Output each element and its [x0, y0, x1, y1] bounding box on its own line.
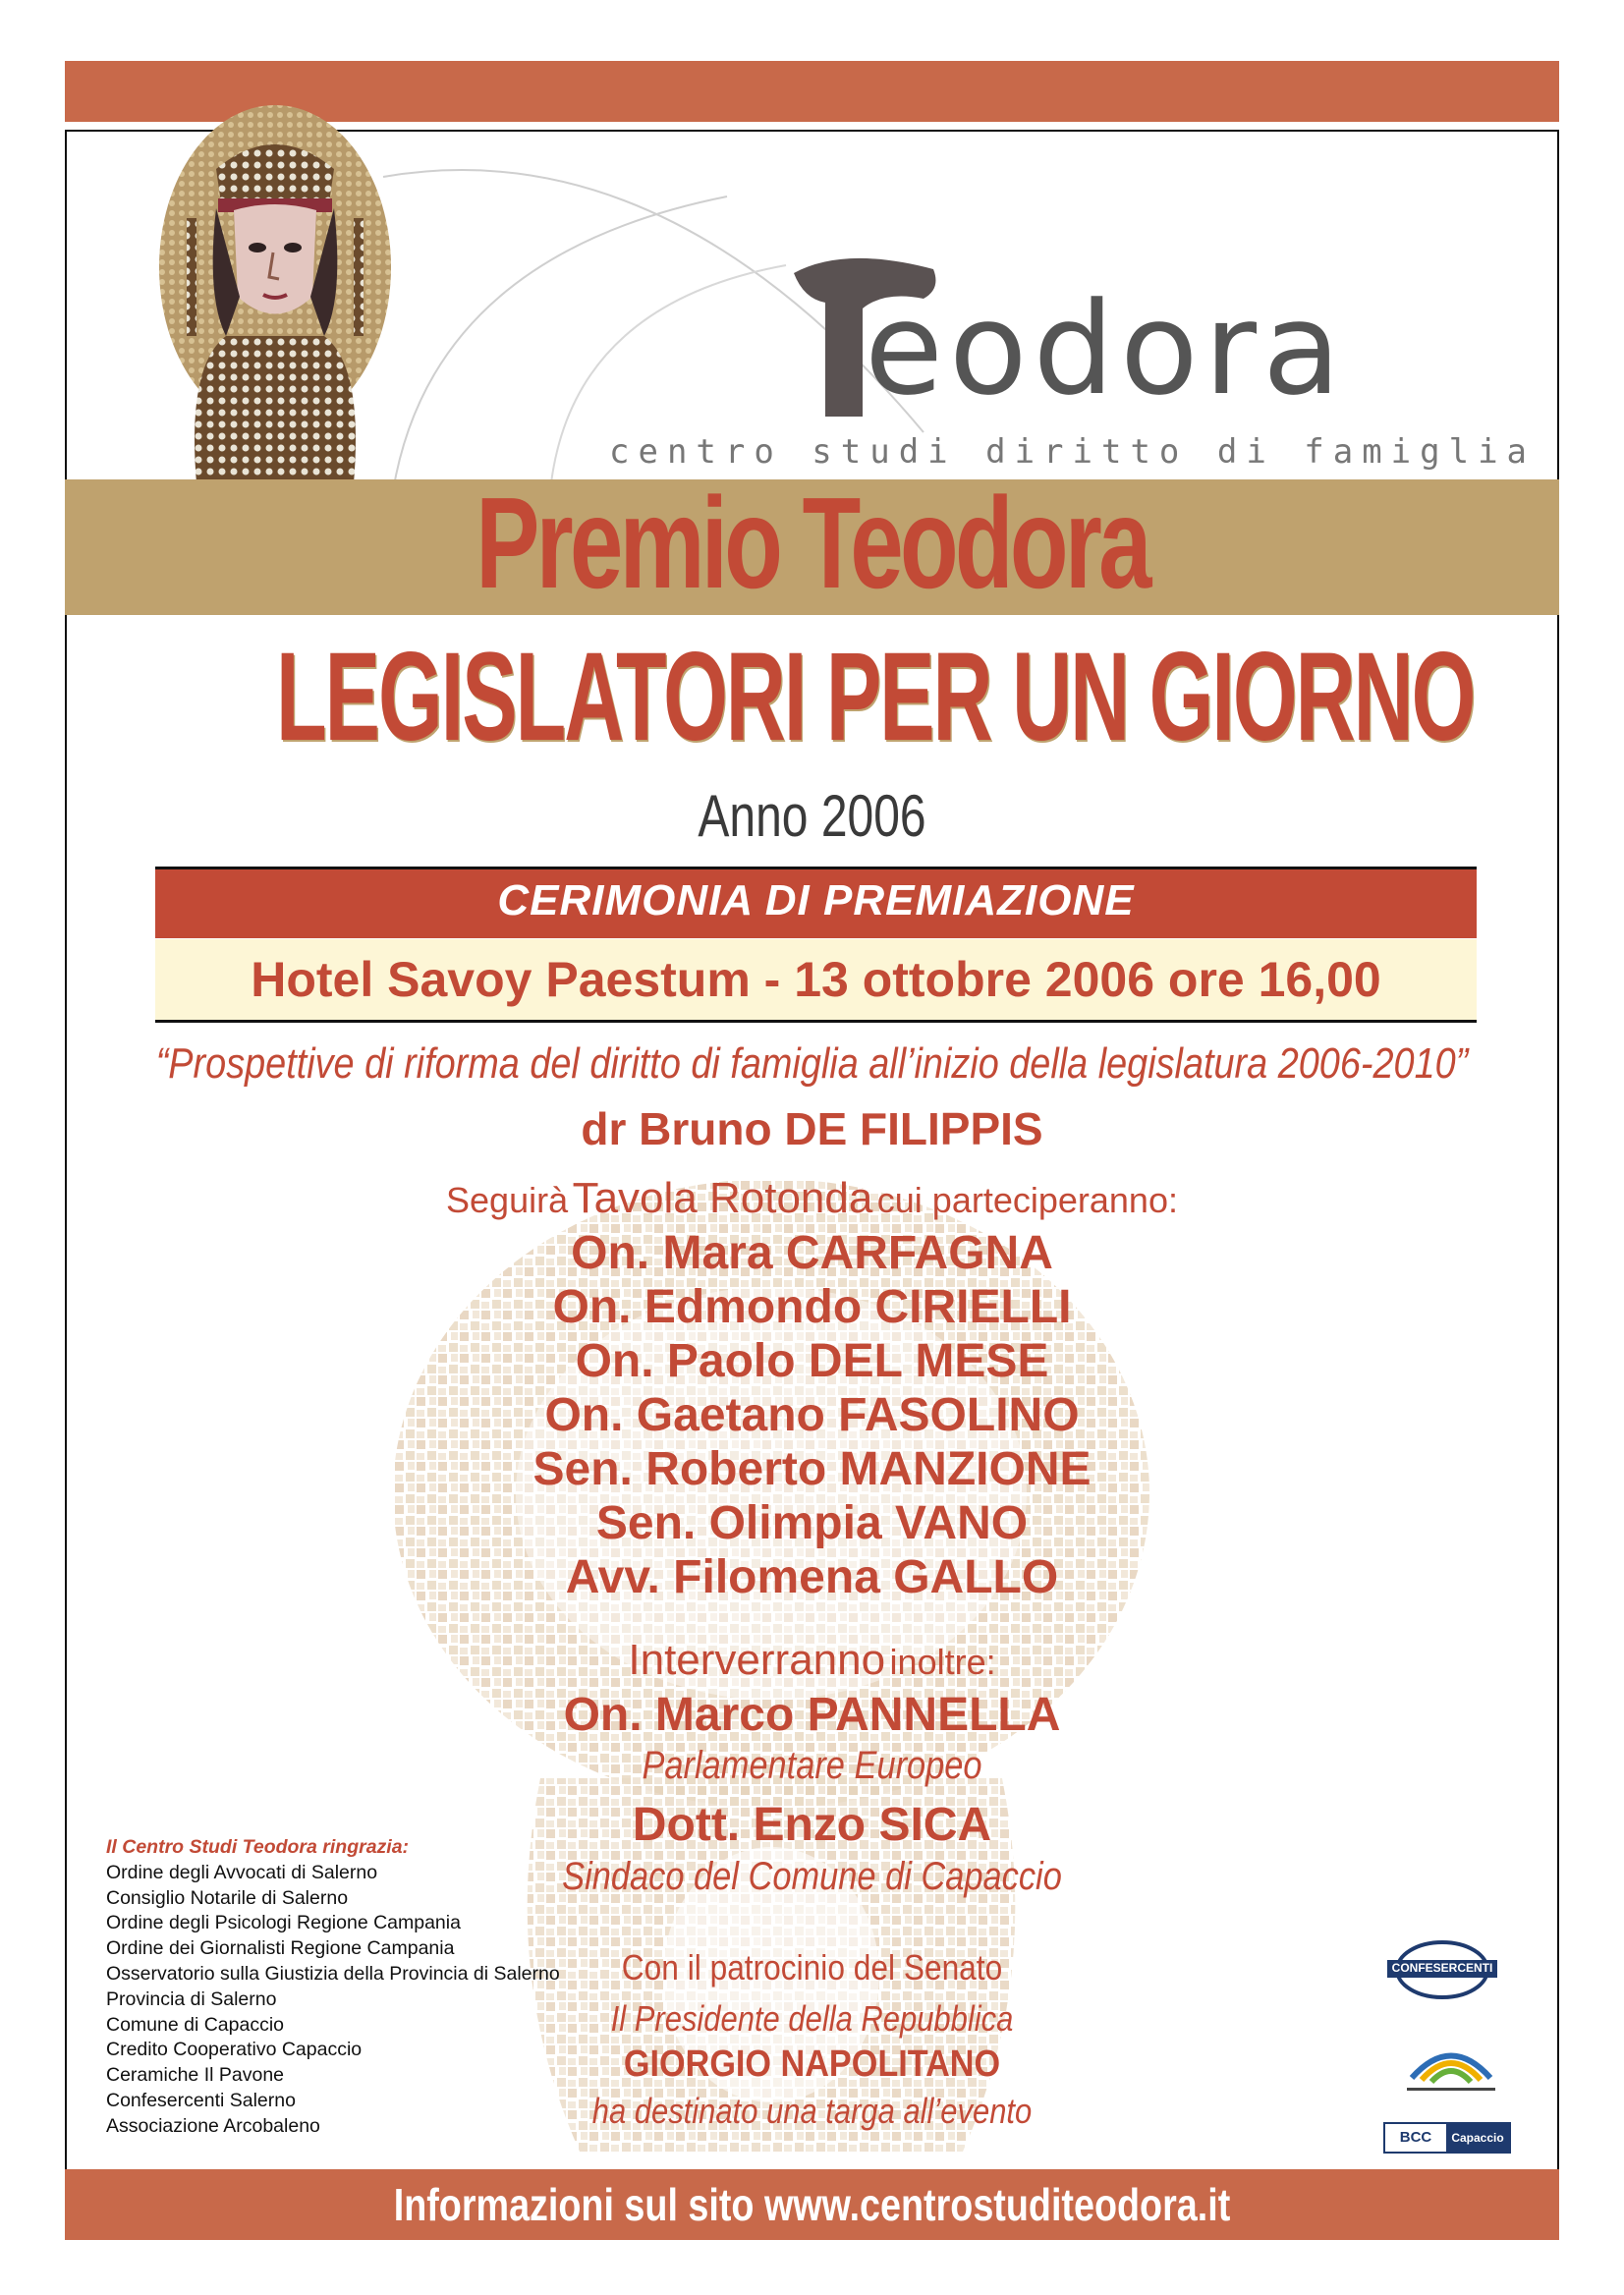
participant: On. Mara CARFAGNA	[571, 1227, 1053, 1279]
logo-wordmark: eodora	[865, 274, 1347, 423]
president-name: GIORGIO NAPOLITANO	[623, 2043, 1001, 2085]
participant: Sen. Roberto MANZIONE	[532, 1443, 1092, 1495]
participant: On. Paolo DEL MESE	[575, 1335, 1049, 1387]
event-subtitle: LEGISLATORI PER UN GIORNO	[276, 627, 1475, 767]
speakers-intro-b: inoltre:	[889, 1642, 996, 1682]
bcc-logo	[1383, 2122, 1511, 2154]
guest-role: Sindaco del Comune di Capaccio	[562, 1855, 1062, 1898]
thanks-item: Osservatorio sulla Giustizia della Provincia di Salerno	[106, 1962, 560, 1985]
logo-subtitle: centro studi diritto di famiglia	[609, 432, 1537, 472]
confesercenti-logo	[1383, 1940, 1501, 1999]
president-label: Il Presidente della Repubblica	[610, 1998, 1014, 2039]
thanks-item: Ceramiche Il Pavone	[106, 2064, 285, 2087]
theodora-mosaic-image	[157, 100, 393, 483]
round-table-intro-c: cui parteciperanno:	[876, 1180, 1178, 1220]
speakers-intro	[0, 1636, 1624, 1685]
thanks-item: Ordine degli Avvocati di Salerno	[106, 1861, 378, 1883]
thanks-item: Comune di Capaccio	[106, 2013, 285, 2036]
round-table-intro-b: Tavola Rotonda	[572, 1174, 873, 1222]
sunburst-logo-icon	[1397, 2029, 1505, 2098]
lecture-title: “Prospettive di riforma del diritto di famiglia all’inizio della legislatura 2006-2010”	[155, 1039, 1469, 1088]
guest-speaker: On. Marco PANNELLA	[563, 1689, 1061, 1741]
main-title: Premio Teodora	[476, 471, 1148, 615]
award-note: ha destinato una targa all’evento	[591, 2091, 1033, 2131]
round-table-intro-a: Seguirà	[446, 1180, 569, 1220]
patronage-line: Con il patrocinio del Senato	[621, 1947, 1003, 1987]
thanks-item: Provincia di Salerno	[106, 1987, 277, 2010]
venue-date: Hotel Savoy Paestum - 13 ottobre 2006 ore 16,00	[251, 952, 1381, 1007]
confesercenti-label: CONFESERCENTI	[1391, 1961, 1493, 1975]
thanks-item: Associazione Arcobaleno	[106, 2114, 320, 2137]
participant: Sen. Olimpia VANO	[595, 1497, 1029, 1549]
thanks-item: Credito Cooperativo Capaccio	[106, 2039, 363, 2061]
ceremony-label: CERIMONIA DI PREMIAZIONE	[497, 876, 1135, 924]
thanks-item: Confesercenti Salerno	[106, 2089, 296, 2111]
thanks-item: Ordine dei Giornalisti Regione Campania	[106, 1937, 455, 1960]
round-table-intro	[0, 1174, 1624, 1223]
thanks-list	[106, 1835, 560, 2140]
participant: On. Gaetano FASOLINO	[544, 1389, 1080, 1441]
participant: On. Edmondo CIRIELLI	[552, 1281, 1072, 1333]
guest-role: Parlamentare Europeo	[642, 1744, 982, 1787]
lecture-speaker: dr Bruno DE FILIPPIS	[581, 1103, 1043, 1154]
footer-info: Informazioni sul sito www.centrostuditeodora.it	[393, 2179, 1231, 2230]
bcc-place: Capaccio	[1446, 2124, 1509, 2152]
thanks-item: Consiglio Notarile di Salerno	[106, 1886, 349, 1909]
bcc-label: BCC	[1385, 2124, 1446, 2152]
guest-speaker: Dott. Enzo SICA	[632, 1799, 992, 1851]
thanks-title: Il Centro Studi Teodora ringrazia:	[106, 1836, 410, 1858]
speakers-intro-a: Interverranno	[628, 1636, 886, 1684]
thanks-item: Ordine degli Psicologi Regione Campania	[106, 1912, 461, 1934]
participant: Avv. Filomena GALLO	[565, 1551, 1059, 1603]
event-year: Anno 2006	[698, 783, 926, 849]
